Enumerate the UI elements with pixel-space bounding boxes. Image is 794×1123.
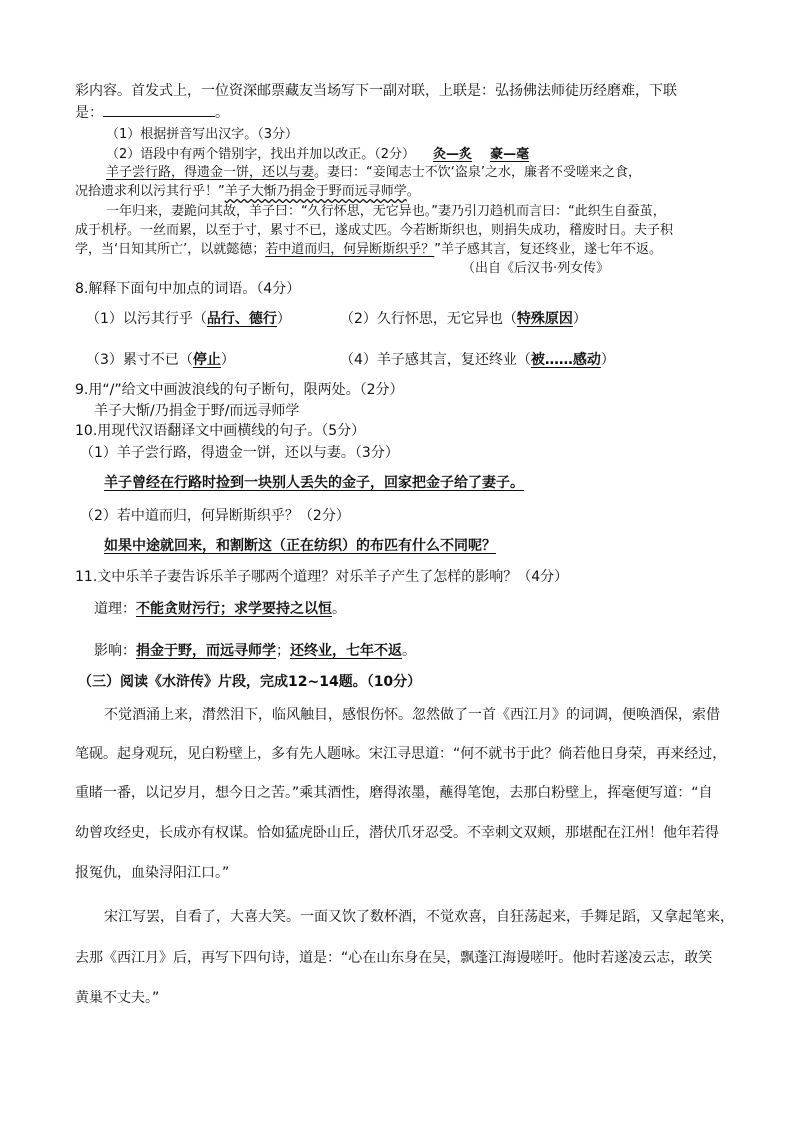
q8-title: 8.解释下面句中加点的词语。（4分） (75, 281, 301, 297)
q8-item-4 (340, 349, 615, 371)
typo-answer-2: 豪—毫 (490, 147, 530, 162)
q11-reason-answer: 不能贪财污行；求学要持之以恒 (136, 601, 332, 617)
q10-answer-1: 羊子曾经在行路时捡到一块别人丢失的金子，回家把金子给了妻子。 (104, 475, 524, 491)
intro-line-2 (75, 102, 229, 124)
passage-underlined-sentence: 羊子尝行路，得遗金一饼，还以与妻 (106, 165, 315, 180)
passage-line-1 (106, 163, 641, 183)
q11-effect (94, 640, 416, 662)
q11-effect-answer-2: 还终业，七年不返 (290, 643, 402, 659)
section-3-line-2: 笔砚。起身观玩，见白粉壁上，多有先人题咏。宋江寻思道：“何不就书于此？倘若他日身荣，再来经过， (75, 746, 727, 762)
section-3-title: （三）阅读《水浒传》片段，完成12~14题。（10分） (78, 674, 422, 690)
q11-effect-label: 影响： (94, 643, 136, 659)
q10-sentence-1: （1）羊子尝行路，得遗金一饼，还以与妻。（3分） (80, 445, 399, 461)
q8-item-3-question: （3）累寸不已（ (86, 352, 193, 368)
section-3-line-6: 宋江写罢，自看了，大喜大笑。一面又饮了数杯酒，不觉欢喜，自狂荡起来，手舞足蹈，又拿起笔来， (104, 909, 734, 925)
passage-underlined-question: 若中道而归，何异断斯织乎？ (265, 242, 435, 257)
passage-line-3: 一年归来，妻跪问其故，羊子曰：“久行怀思，无它异也。”妻乃引刀趋机而言曰：“此织生自蚕茧， (106, 204, 666, 219)
question-typo-text: （2）语段中有两个错别字，找出并加以改正。（2分） (106, 147, 416, 162)
section-3-line-1: 不觉酒涌上来，潸然泪下，临风触目，感恨伤怀。忽然做了一首《西江月》的词调，便唤酒保，索借 (104, 707, 720, 723)
section-3-line-3: 重睹一番，以记岁月，想今日之苦。”乘其酒性，磨得浓墨，蘸得笔饱，去那白粉壁上，挥毫便写道：“自 (75, 785, 713, 801)
passage-line-4: 成于机杼。一丝而累，以至于寸，累寸不已，遂成丈匹。今若断斯织也，则捐失成功，稽废时日。夫子积 (75, 223, 674, 238)
section-3-line-5: 报冤仇，血染浔阳江口。” (75, 865, 230, 881)
q8-item-3-close: ） (220, 352, 235, 368)
passage-line-2-start: 况拾遗求利以污其行乎！” (75, 184, 225, 199)
q10-sentence-2: （2）若中道而归，何异断斯织乎？（2分） (80, 508, 350, 524)
q11-reason-end: 。 (332, 601, 346, 617)
q11-reason (94, 598, 346, 620)
q8-item-2-question: （2）久行怀思，无它异也（ (340, 311, 517, 327)
passage-line-5 (75, 240, 662, 260)
intro-line-1: 彩内容。首发式上，一位资深邮票藏友当场写下一副对联，上联是：弘扬佛法师徒历经磨难，下联 (75, 83, 677, 99)
q8-answer-1: 品行、德行 (206, 311, 277, 327)
q10-answer-2: 如果中途就回来，和割断这（正在纺织）的布匹有什么不同呢？ (104, 538, 496, 554)
q9-answer: 羊子大惭/乃捐金于野/而远寻师学 (94, 403, 300, 419)
q11-effect-end: 。 (402, 643, 416, 659)
q11-effect-separator: ； (276, 643, 290, 659)
section-3-line-4: 幼曾攻经史，长成亦有权谋。恰如猛虎卧山丘，潜伏爪牙忍受。不幸刺文双颊，那堪配在江州！他年若得 (75, 825, 719, 841)
q10-title: 10.用现代汉语翻译文中画横线的句子。（5分） (75, 423, 366, 439)
q11-title: 11.文中乐羊子妻告诉乐羊子哪两个道理？对乐羊子产生了怎样的影响？（4分） (75, 569, 569, 585)
q8-answer-3: 停止 (192, 352, 221, 368)
intro-line-2-prefix: 是： (75, 105, 103, 121)
section-3-line-7: 去那《西江月》后，再写下四句诗，道是：“心在山东身在吴，飘蓬江海谩嗟吁。他时若遂凌云志，敢笑 (75, 950, 713, 966)
q8-item-2-close: ） (572, 311, 587, 327)
passage-line-2 (75, 182, 420, 202)
passage-line-5-start: 学，当‘日知其所亡’，以就懿德； (75, 242, 266, 257)
q8-item-2 (340, 308, 587, 330)
q8-answer-4: 被……感动 (530, 352, 601, 368)
q8-item-1 (86, 308, 291, 330)
passage-source: （出自《后汉书·列女传》 (462, 261, 610, 276)
passage-line-2-end: 。 (406, 184, 420, 199)
q8-item-4-close: ） (600, 352, 615, 368)
question-pinyin: （1）根据拼音写出汉字。（3分） (106, 127, 299, 142)
q8-item-1-close: ） (276, 311, 291, 327)
couplet-answer-blank[interactable] (103, 102, 215, 117)
q8-item-4-question: （4）羊子感其言，复还终业（ (340, 352, 531, 368)
q9-title: 9.用“/”给文中画波浪线的句子断句，限两处。（2分） (75, 382, 404, 398)
typo-answer-1: 灸—炙 (433, 147, 473, 162)
passage-line-1-rest: 。妻曰：“妾闻志士不饮‘盗泉’之水，廉者不受嗟来之食， (314, 165, 642, 180)
q11-effect-answer-1: 捐金于野，而远寻师学 (136, 643, 276, 659)
passage-wavy-sentence: 羊子大惭乃捐金于野而远寻师学 (224, 184, 407, 199)
q8-answer-2: 特殊原因 (516, 311, 573, 327)
section-3-line-8: 黄巢不丈夫。” (75, 990, 160, 1006)
intro-line-2-suffix: 。 (215, 105, 229, 121)
question-typo (106, 145, 529, 165)
q11-reason-label: 道理： (94, 601, 136, 617)
passage-line-5-end: ”羊子感其言，复还终业，遂七年不返。 (434, 242, 663, 257)
q8-item-3 (86, 349, 235, 371)
q8-item-1-question: （1）以污其行乎（ (86, 311, 207, 327)
